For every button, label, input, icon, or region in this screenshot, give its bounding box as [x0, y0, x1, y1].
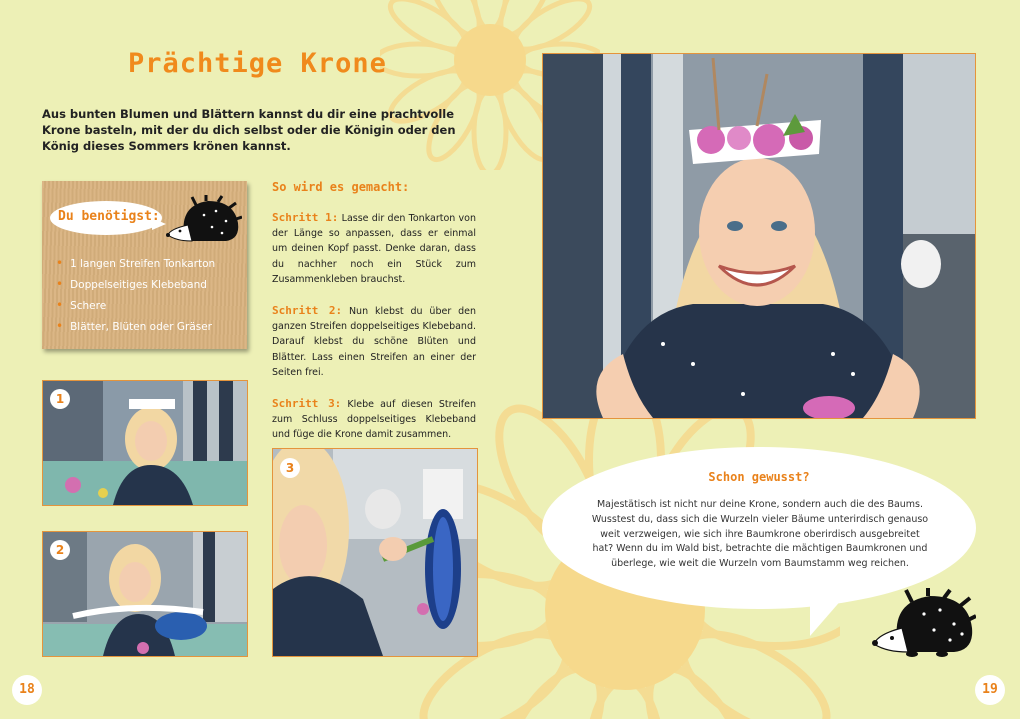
step-number-badge: 1 [50, 389, 70, 409]
page-number-right: 19 [975, 675, 1005, 705]
materials-list [56, 253, 215, 337]
fact-heading: Schon gewusst? [708, 470, 810, 484]
step-photo-1 [42, 380, 248, 506]
list-item: • Schere [56, 295, 215, 316]
list-item: • 1 langen Streifen Tonkarton [56, 253, 215, 274]
instructions [272, 180, 476, 459]
step-label: Schritt 3: [272, 397, 342, 411]
list-item: • Blätter, Blüten oder Gräser [56, 316, 215, 337]
step-photo-2 [42, 531, 248, 657]
step-text: Klebe auf diesen Streifen zum Schluss doppelseitiges Klebeband und füge die Krone damit zusammen. [272, 399, 476, 441]
step-1 [272, 210, 476, 287]
step-label: Schritt 1: [272, 211, 339, 224]
step-text: Nun klebst du über den ganzen Streifen doppelseitiges Klebeband. Darauf klebst du schöne Blüten und Blätter. Lass einen Streifen an einer der Seiten frei. [272, 306, 476, 378]
intro-text: Aus bunten Blumen und Blättern kannst du dir eine prachtvolle Krone basteln, mit der du dich selbst oder die Königin oder den König dieses Sommers krönen kannst. [42, 107, 456, 153]
step-number-badge: 3 [280, 458, 300, 478]
fact-text: Majestätisch ist nicht nur deine Krone, sondern auch die des Baums. Wusstest du, dass sich die Wurzeln vieler Bäume unterirdisch genauso weit verzweigen, wie sich ihre Baumkrone oberirdisch ausgebreitet hat? Wenn du im Wald bist, betrachte die mächtigen Baumkronen und überlege, wie weit die Wurzeln vom Baumstamm weg reichen. [591, 499, 929, 570]
page-title: Prächtige Krone [128, 48, 387, 79]
materials-heading: Du benötigst: [58, 209, 160, 224]
step-photo-3 [272, 448, 478, 657]
step-label: Schritt 2: [272, 304, 343, 318]
main-photo-girl-with-crown [542, 53, 976, 419]
page-number-left: 18 [12, 675, 42, 705]
step-number-badge: 2 [50, 540, 70, 560]
hedgehog-icon [872, 588, 976, 658]
step-text: Lasse dir den Tonkarton von der Länge so anpassen, dass er einmal um deinen Kopf passt. Denke daran, dass du nachher noch ein Stück zum Zusammenkleben brauchst. [272, 213, 476, 285]
step-2 [272, 303, 476, 380]
list-item: • Doppelseitiges Klebeband [56, 274, 215, 295]
materials-box [42, 181, 247, 349]
hedgehog-icon [166, 195, 242, 247]
step-3 [272, 396, 476, 443]
instructions-heading: So wird es gemacht: [272, 180, 410, 194]
